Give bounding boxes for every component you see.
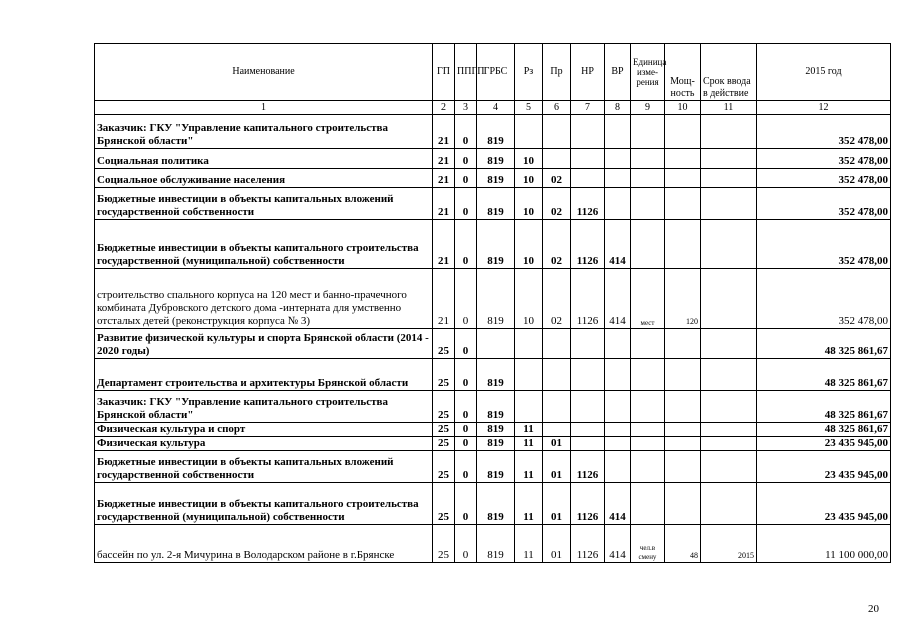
cell-term (701, 391, 757, 423)
cell-term (701, 359, 757, 391)
cell-name: Бюджетные инвестиции в объекты капитального строительства государственной (муниципальной) собственности (95, 220, 433, 269)
table-row (95, 149, 891, 169)
cell-rz (515, 115, 543, 149)
cell-ppgp: 0 (455, 423, 477, 437)
header-name: Наименование (95, 44, 433, 101)
cell-grbs: 819 (477, 525, 515, 563)
cell-grbs: 819 (477, 451, 515, 483)
cell-nr (571, 115, 605, 149)
cell-term (701, 169, 757, 188)
cell-nr (571, 391, 605, 423)
cell-ppgp: 0 (455, 451, 477, 483)
table-row (95, 437, 891, 451)
cell-nr (571, 423, 605, 437)
cell-ppgp: 0 (455, 220, 477, 269)
cell-term (701, 115, 757, 149)
cell-unit (631, 149, 665, 169)
cell-amount: 352 478,00 (757, 169, 891, 188)
cell-ppgp: 0 (455, 149, 477, 169)
cell-gp: 25 (433, 329, 455, 359)
cell-vr: 414 (605, 483, 631, 525)
cell-unit (631, 188, 665, 220)
header-year: 2015 год (757, 44, 891, 101)
table-row (95, 329, 891, 359)
cell-amount: 48 325 861,67 (757, 423, 891, 437)
cell-vr: 414 (605, 525, 631, 563)
cell-ppgp: 0 (455, 525, 477, 563)
cell-power (665, 220, 701, 269)
cell-rz (515, 359, 543, 391)
header-grbs: ГРБС (477, 44, 515, 101)
col-number: 11 (701, 101, 757, 115)
cell-term (701, 423, 757, 437)
cell-amount: 352 478,00 (757, 115, 891, 149)
cell-grbs: 819 (477, 269, 515, 329)
header-row (95, 44, 891, 101)
cell-pr: 01 (543, 437, 571, 451)
col-number: 1 (95, 101, 433, 115)
cell-name: Бюджетные инвестиции в объекты капитальных вложений государственной собственности (95, 451, 433, 483)
cell-vr (605, 437, 631, 451)
cell-vr (605, 149, 631, 169)
cell-gp: 25 (433, 437, 455, 451)
cell-grbs: 819 (477, 169, 515, 188)
table-row (95, 220, 891, 269)
cell-pr: 02 (543, 169, 571, 188)
cell-vr (605, 391, 631, 423)
cell-term: 2015 (701, 525, 757, 563)
table-row (95, 525, 891, 563)
cell-ppgp: 0 (455, 188, 477, 220)
cell-vr (605, 115, 631, 149)
cell-grbs: 819 (477, 437, 515, 451)
cell-nr: 1126 (571, 188, 605, 220)
cell-amount: 352 478,00 (757, 269, 891, 329)
col-number: 9 (631, 101, 665, 115)
cell-unit (631, 391, 665, 423)
cell-rz (515, 329, 543, 359)
cell-ppgp: 0 (455, 437, 477, 451)
cell-unit: чел.в смену (631, 525, 665, 563)
cell-nr: 1126 (571, 220, 605, 269)
cell-term (701, 483, 757, 525)
cell-pr: 01 (543, 525, 571, 563)
cell-unit (631, 451, 665, 483)
cell-name: Социальная политика (95, 149, 433, 169)
header-ppgp: ППГП (455, 44, 477, 101)
col-number: 6 (543, 101, 571, 115)
table-row (95, 188, 891, 220)
cell-name: Департамент строительства и архитектуры Брянской области (95, 359, 433, 391)
cell-grbs: 819 (477, 483, 515, 525)
col-number: 10 (665, 101, 701, 115)
cell-gp: 25 (433, 451, 455, 483)
cell-pr: 01 (543, 451, 571, 483)
cell-ppgp: 0 (455, 391, 477, 423)
cell-name: бассейн по ул. 2-я Мичурина в Володарском районе в г.Брянске (95, 525, 433, 563)
cell-nr: 1126 (571, 269, 605, 329)
cell-name: Заказчик: ГКУ "Управление капитального строительства Брянской области" (95, 115, 433, 149)
cell-nr (571, 437, 605, 451)
cell-rz: 10 (515, 149, 543, 169)
cell-vr (605, 423, 631, 437)
cell-ppgp: 0 (455, 115, 477, 149)
cell-grbs (477, 329, 515, 359)
cell-nr: 1126 (571, 525, 605, 563)
cell-pr (543, 359, 571, 391)
cell-power (665, 423, 701, 437)
cell-term (701, 149, 757, 169)
header-vr: ВР (605, 44, 631, 101)
cell-grbs: 819 (477, 115, 515, 149)
header-rz: Рз (515, 44, 543, 101)
page-number: 20 (868, 603, 879, 615)
cell-ppgp: 0 (455, 169, 477, 188)
cell-pr: 01 (543, 483, 571, 525)
col-number: 2 (433, 101, 455, 115)
cell-gp: 21 (433, 149, 455, 169)
cell-name: Бюджетные инвестиции в объекты капитального строительства государственной (муниципальной) собственности (95, 483, 433, 525)
cell-vr (605, 329, 631, 359)
cell-rz: 11 (515, 437, 543, 451)
header-term: Срок ввода в действие (701, 44, 757, 101)
cell-nr (571, 169, 605, 188)
table-row (95, 359, 891, 391)
cell-unit (631, 115, 665, 149)
cell-pr (543, 149, 571, 169)
cell-gp: 25 (433, 525, 455, 563)
cell-power (665, 169, 701, 188)
cell-term (701, 437, 757, 451)
cell-power (665, 437, 701, 451)
cell-gp: 25 (433, 483, 455, 525)
cell-ppgp: 0 (455, 483, 477, 525)
col-number: 8 (605, 101, 631, 115)
cell-amount: 23 435 945,00 (757, 437, 891, 451)
header-power: Мощ-ность (665, 44, 701, 101)
cell-name: Развитие физической культуры и спорта Брянской области (2014 - 2020 годы) (95, 329, 433, 359)
cell-unit (631, 483, 665, 525)
header-unit: Единица изме-рения (631, 44, 665, 101)
table-row (95, 423, 891, 437)
table-row (95, 269, 891, 329)
col-number: 5 (515, 101, 543, 115)
cell-name: Социальное обслуживание населения (95, 169, 433, 188)
cell-vr (605, 188, 631, 220)
cell-term (701, 188, 757, 220)
cell-power (665, 483, 701, 525)
cell-gp: 21 (433, 220, 455, 269)
cell-unit (631, 437, 665, 451)
cell-grbs: 819 (477, 220, 515, 269)
cell-unit (631, 423, 665, 437)
cell-rz: 10 (515, 169, 543, 188)
cell-amount: 11 100 000,00 (757, 525, 891, 563)
column-number-row (95, 101, 891, 115)
cell-vr: 414 (605, 269, 631, 329)
cell-gp: 21 (433, 169, 455, 188)
cell-ppgp: 0 (455, 329, 477, 359)
cell-power (665, 115, 701, 149)
cell-power (665, 359, 701, 391)
cell-power (665, 451, 701, 483)
cell-nr: 1126 (571, 483, 605, 525)
cell-rz: 11 (515, 483, 543, 525)
cell-power (665, 149, 701, 169)
header-pr: Пр (543, 44, 571, 101)
budget-table (94, 43, 891, 563)
cell-name: Физическая культура и спорт (95, 423, 433, 437)
cell-grbs: 819 (477, 188, 515, 220)
table-row (95, 391, 891, 423)
cell-name: строительство спального корпуса на 120 мест и банно-прачечного комбината Дубровского детского дома -интерната для умственно отсталых детей (реконструкция корпуса № 3) (95, 269, 433, 329)
cell-nr: 1126 (571, 451, 605, 483)
cell-pr (543, 391, 571, 423)
col-number: 4 (477, 101, 515, 115)
cell-pr (543, 423, 571, 437)
header-nr: НР (571, 44, 605, 101)
cell-power: 48 (665, 525, 701, 563)
cell-gp: 25 (433, 423, 455, 437)
cell-rz: 11 (515, 423, 543, 437)
cell-pr: 02 (543, 188, 571, 220)
table-row (95, 451, 891, 483)
cell-rz: 10 (515, 188, 543, 220)
cell-pr: 02 (543, 220, 571, 269)
cell-nr (571, 359, 605, 391)
cell-name: Заказчик: ГКУ "Управление капитального строительства Брянской области" (95, 391, 433, 423)
cell-nr (571, 149, 605, 169)
cell-pr (543, 115, 571, 149)
cell-power (665, 391, 701, 423)
cell-amount: 23 435 945,00 (757, 451, 891, 483)
cell-power (665, 329, 701, 359)
cell-unit: мест (631, 269, 665, 329)
cell-amount: 48 325 861,67 (757, 359, 891, 391)
cell-term (701, 220, 757, 269)
col-number: 3 (455, 101, 477, 115)
cell-amount: 352 478,00 (757, 149, 891, 169)
cell-power (665, 188, 701, 220)
cell-nr (571, 329, 605, 359)
table-row (95, 483, 891, 525)
cell-term (701, 329, 757, 359)
cell-pr (543, 329, 571, 359)
cell-ppgp: 0 (455, 359, 477, 391)
cell-gp: 21 (433, 269, 455, 329)
cell-amount: 48 325 861,67 (757, 391, 891, 423)
cell-vr (605, 451, 631, 483)
cell-gp: 25 (433, 391, 455, 423)
cell-name: Физическая культура (95, 437, 433, 451)
cell-term (701, 451, 757, 483)
cell-rz: 10 (515, 269, 543, 329)
col-number: 12 (757, 101, 891, 115)
cell-gp: 21 (433, 188, 455, 220)
header-gp: ГП (433, 44, 455, 101)
cell-unit (631, 329, 665, 359)
cell-term (701, 269, 757, 329)
cell-pr: 02 (543, 269, 571, 329)
cell-unit (631, 169, 665, 188)
cell-vr (605, 359, 631, 391)
cell-vr: 414 (605, 220, 631, 269)
cell-grbs: 819 (477, 149, 515, 169)
cell-rz: 11 (515, 451, 543, 483)
cell-ppgp: 0 (455, 269, 477, 329)
cell-vr (605, 169, 631, 188)
table-row (95, 169, 891, 188)
cell-unit (631, 220, 665, 269)
cell-power: 120 (665, 269, 701, 329)
cell-grbs: 819 (477, 391, 515, 423)
cell-gp: 25 (433, 359, 455, 391)
cell-rz (515, 391, 543, 423)
table-row (95, 115, 891, 149)
cell-name: Бюджетные инвестиции в объекты капитальных вложений государственной собственности (95, 188, 433, 220)
cell-gp: 21 (433, 115, 455, 149)
cell-amount: 352 478,00 (757, 188, 891, 220)
cell-rz: 10 (515, 220, 543, 269)
col-number: 7 (571, 101, 605, 115)
cell-amount: 23 435 945,00 (757, 483, 891, 525)
cell-amount: 352 478,00 (757, 220, 891, 269)
cell-grbs: 819 (477, 423, 515, 437)
cell-rz: 11 (515, 525, 543, 563)
cell-unit (631, 359, 665, 391)
cell-amount: 48 325 861,67 (757, 329, 891, 359)
cell-grbs: 819 (477, 359, 515, 391)
